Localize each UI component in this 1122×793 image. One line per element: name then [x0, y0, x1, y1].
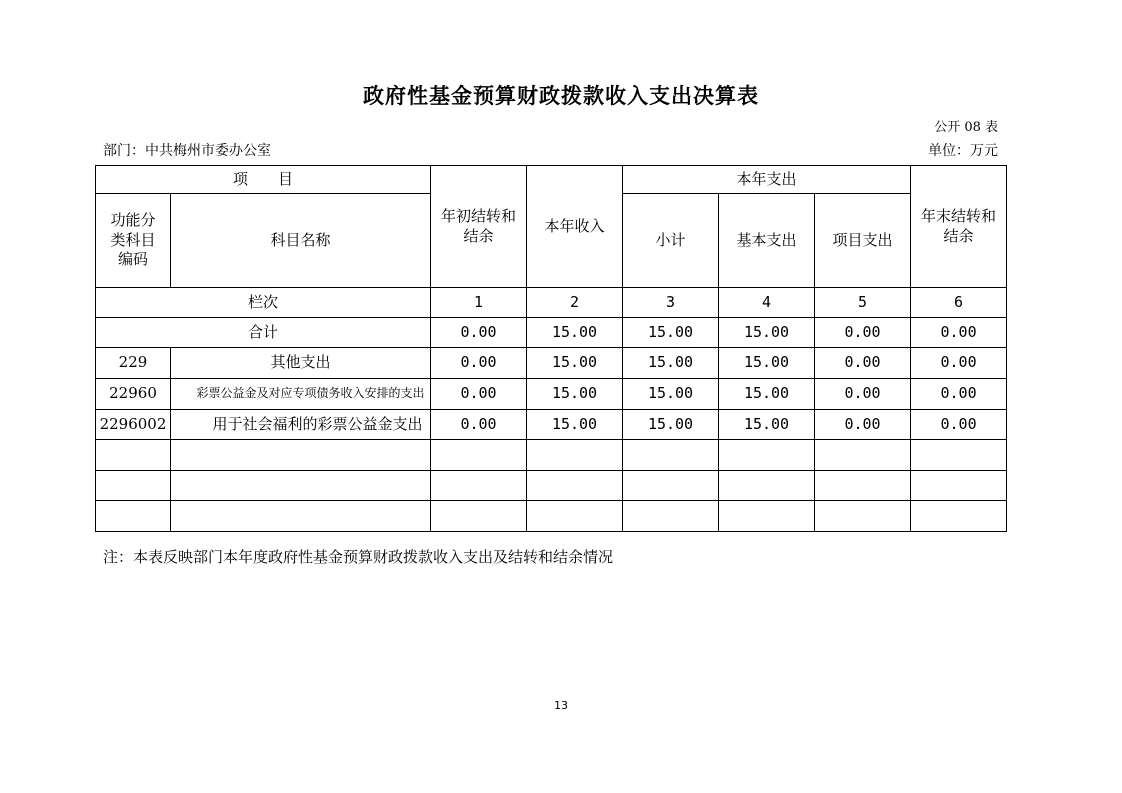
empty-cell [623, 440, 719, 471]
empty-cell [719, 440, 815, 471]
row-value: 0.00 [911, 379, 1007, 410]
footnote: 注：本表反映部门本年度政府性基金预算财政拨款收入支出及结转和结余情况 [103, 548, 614, 566]
empty-cell [623, 501, 719, 532]
func-code-header: 功能分类科目编码 [96, 194, 171, 288]
empty-cell [527, 501, 623, 532]
empty-cell [96, 471, 171, 501]
table-row [96, 379, 1007, 410]
row-value: 15.00 [527, 379, 623, 410]
basic-expense-header: 基本支出 [719, 194, 815, 288]
empty-cell [623, 471, 719, 501]
table-row [96, 348, 1007, 379]
empty-cell [527, 440, 623, 471]
column-index-cell: 3 [623, 288, 719, 318]
department-label: 部门：中共梅州市委办公室 [103, 143, 271, 159]
income-header: 本年收入 [527, 166, 623, 288]
column-index-row [96, 288, 1007, 318]
row-value: 15.00 [527, 410, 623, 440]
column-index-cell: 1 [431, 288, 527, 318]
subject-name-header: 科目名称 [171, 194, 431, 288]
column-index-cell: 6 [911, 288, 1007, 318]
empty-cell [815, 471, 911, 501]
empty-cell [911, 440, 1007, 471]
begin-balance-header: 年初结转和结余 [431, 166, 527, 288]
column-index-cell: 5 [815, 288, 911, 318]
empty-cell [171, 501, 431, 532]
row-name: 彩票公益金及对应专项债务收入安排的支出 [171, 379, 431, 410]
total-cell: 0.00 [815, 318, 911, 348]
empty-cell [431, 471, 527, 501]
row-value: 0.00 [431, 348, 527, 379]
empty-cell [719, 471, 815, 501]
row-name: 用于社会福利的彩票公益金支出 [171, 410, 431, 440]
page-number: 13 [554, 699, 568, 712]
row-value: 0.00 [815, 348, 911, 379]
total-cell: 0.00 [911, 318, 1007, 348]
total-cell: 0.00 [431, 318, 527, 348]
empty-cell [96, 440, 171, 471]
total-row [96, 318, 1007, 348]
row-value: 0.00 [911, 348, 1007, 379]
empty-cell [815, 501, 911, 532]
row-value: 15.00 [719, 348, 815, 379]
empty-cell [911, 471, 1007, 501]
row-value: 0.00 [431, 379, 527, 410]
row-code: 2296002 [96, 410, 171, 440]
item-header: 项 目 [96, 166, 431, 194]
row-value: 15.00 [719, 410, 815, 440]
row-value: 0.00 [815, 379, 911, 410]
subtotal-header: 小计 [623, 194, 719, 288]
column-index-cell: 2 [527, 288, 623, 318]
row-value: 15.00 [623, 410, 719, 440]
row-code: 22960 [96, 379, 171, 410]
unit-label: 单位：万元 [928, 143, 998, 159]
empty-cell [431, 501, 527, 532]
total-cell: 15.00 [623, 318, 719, 348]
row-value: 15.00 [527, 348, 623, 379]
total-cell: 15.00 [527, 318, 623, 348]
empty-row [96, 501, 1007, 532]
end-balance-header: 年末结转和结余 [911, 166, 1007, 288]
header-row-1 [96, 166, 1007, 194]
empty-cell [171, 440, 431, 471]
page-title: 政府性基金预算财政拨款收入支出决算表 [363, 83, 759, 108]
empty-cell [719, 501, 815, 532]
column-index-label: 栏次 [96, 288, 431, 318]
row-value: 0.00 [431, 410, 527, 440]
empty-row [96, 440, 1007, 471]
empty-cell [431, 440, 527, 471]
expense-group-header: 本年支出 [623, 166, 911, 194]
empty-cell [171, 471, 431, 501]
column-index-cell: 4 [719, 288, 815, 318]
row-name: 其他支出 [171, 348, 431, 379]
table-row [96, 410, 1007, 440]
row-value: 15.00 [623, 379, 719, 410]
empty-cell [815, 440, 911, 471]
total-label: 合计 [96, 318, 431, 348]
empty-cell [96, 501, 171, 532]
row-value: 0.00 [911, 410, 1007, 440]
empty-row [96, 471, 1007, 501]
row-value: 15.00 [719, 379, 815, 410]
empty-cell [527, 471, 623, 501]
total-cell: 15.00 [719, 318, 815, 348]
form-number: 公开 08 表 [934, 120, 998, 135]
row-value: 0.00 [815, 410, 911, 440]
budget-table [95, 165, 1007, 532]
empty-cell [911, 501, 1007, 532]
row-code: 229 [96, 348, 171, 379]
row-value: 15.00 [623, 348, 719, 379]
project-expense-header: 项目支出 [815, 194, 911, 288]
